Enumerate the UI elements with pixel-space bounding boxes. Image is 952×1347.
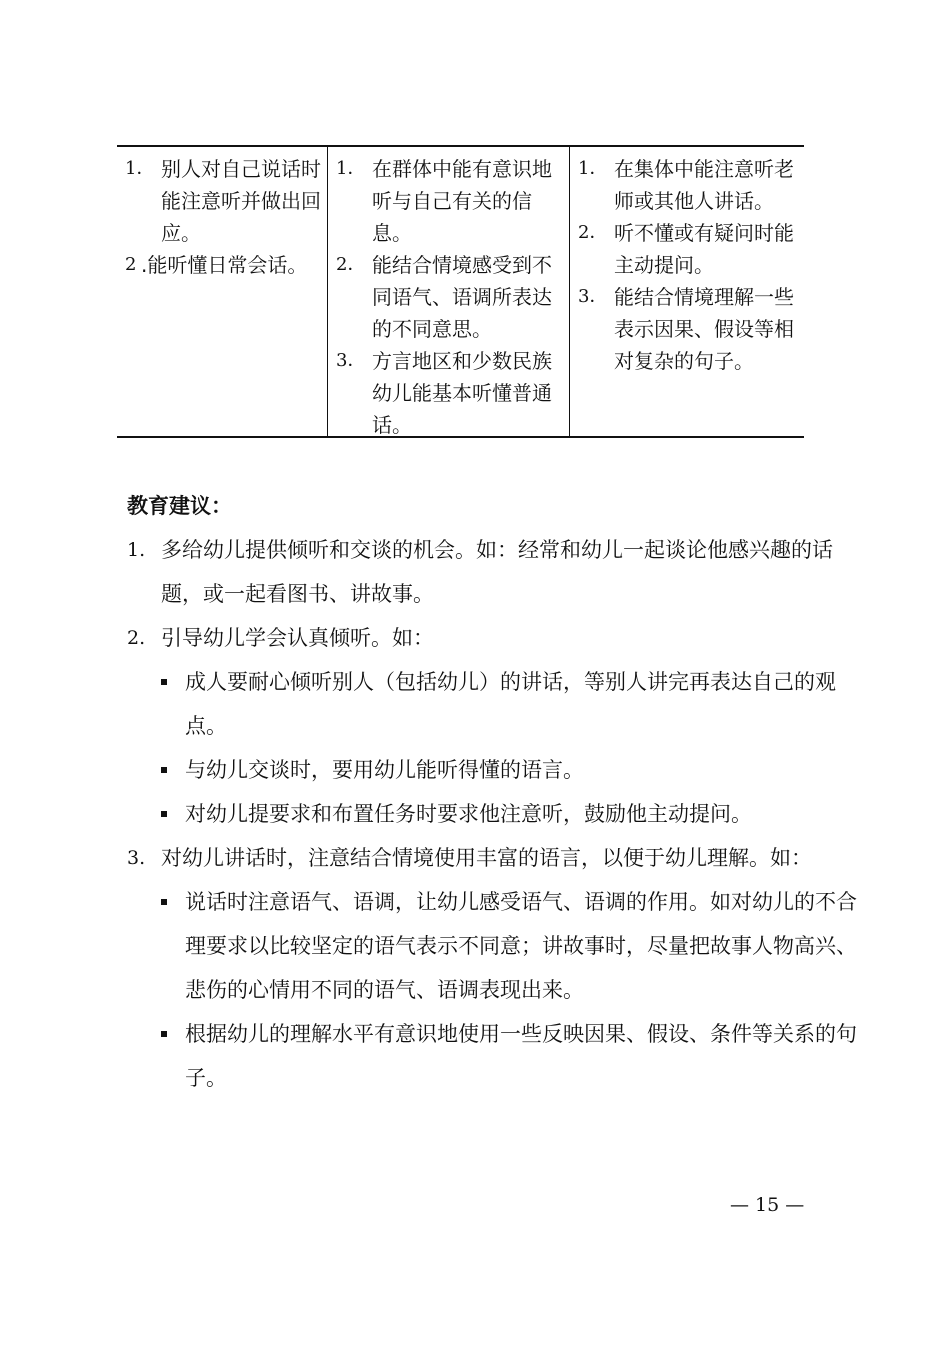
bullet-icon	[161, 767, 167, 773]
table-item: 2． 听不懂或有疑问时能主动提问。	[578, 221, 794, 277]
table-item: 2 .能听懂日常会话。	[125, 253, 308, 277]
table-column-3	[570, 147, 804, 436]
table-item: 3． 方言地区和少数民族幼儿能基本听懂普通话。	[336, 349, 552, 437]
advice-sublist	[161, 660, 867, 836]
advice-list	[127, 528, 867, 1100]
page-number: — 15 —	[730, 1194, 805, 1216]
table-item: 2． 能结合情境感受到不同语气、语调所表达的不同意思。	[336, 253, 552, 341]
advice-item: 3. 对幼儿讲话时，注意结合情境使用丰富的语言，以便于幼儿理解。如： 说话时注意语气、语调，让幼儿感受语气、语调的作用。如对幼儿的不合理要求以比较坚定的语气表示不同意；讲故事时，尽量把故事人物高兴、悲伤的心情用不同的语气、语调表现出来。 根据幼儿的理解水平有意识地使用一些反映因果、假设、条件等关系的句子。	[127, 836, 867, 1100]
advice-subitem: 成人要耐心倾听别人（包括幼儿）的讲话，等别人讲完再表达自己的观点。	[161, 660, 867, 748]
table-item: 1． 在群体中能有意识地听与自己有关的信息。	[336, 157, 552, 245]
table-column-2	[328, 147, 570, 436]
advice-sublist	[161, 880, 867, 1100]
bullet-icon	[161, 679, 167, 685]
bullet-icon	[161, 899, 167, 905]
advice-subitem: 与幼儿交谈时，要用幼儿能听得懂的语言。	[161, 748, 867, 792]
advice-item: 2. 引导幼儿学会认真倾听。如： 成人要耐心倾听别人（包括幼儿）的讲话，等别人讲完再表达自己的观点。 与幼儿交谈时，要用幼儿能听得懂的语言。 对幼儿提要求和布置任务时要求他注意听，鼓励他主动提问。	[127, 616, 867, 836]
table-item: 3． 能结合情境理解一些表示因果、假设等相对复杂的句子。	[578, 285, 794, 373]
advice-item: 1. 多给幼儿提供倾听和交谈的机会。如：经常和幼儿一起谈论他感兴趣的话题，或一起看图书、讲故事。	[127, 538, 833, 606]
table-item: 1． 别人对自己说话时能注意听并做出回应。	[125, 157, 321, 245]
section-title: 教育建议：	[127, 494, 232, 518]
table-item: 1． 在集体中能注意听老师或其他人讲话。	[578, 157, 794, 213]
advice-subitem: 根据幼儿的理解水平有意识地使用一些反映因果、假设、条件等关系的句子。	[161, 1012, 867, 1100]
advice-subitem: 说话时注意语气、语调，让幼儿感受语气、语调的作用。如对幼儿的不合理要求以比较坚定的语气表示不同意；讲故事时，尽量把故事人物高兴、悲伤的心情用不同的语气、语调表现出来。	[161, 880, 867, 1012]
table-column-1	[117, 147, 328, 436]
bullet-icon	[161, 1031, 167, 1037]
advice-subitem: 对幼儿提要求和布置任务时要求他注意听，鼓励他主动提问。	[161, 792, 867, 836]
goals-table	[117, 145, 804, 438]
bullet-icon	[161, 811, 167, 817]
